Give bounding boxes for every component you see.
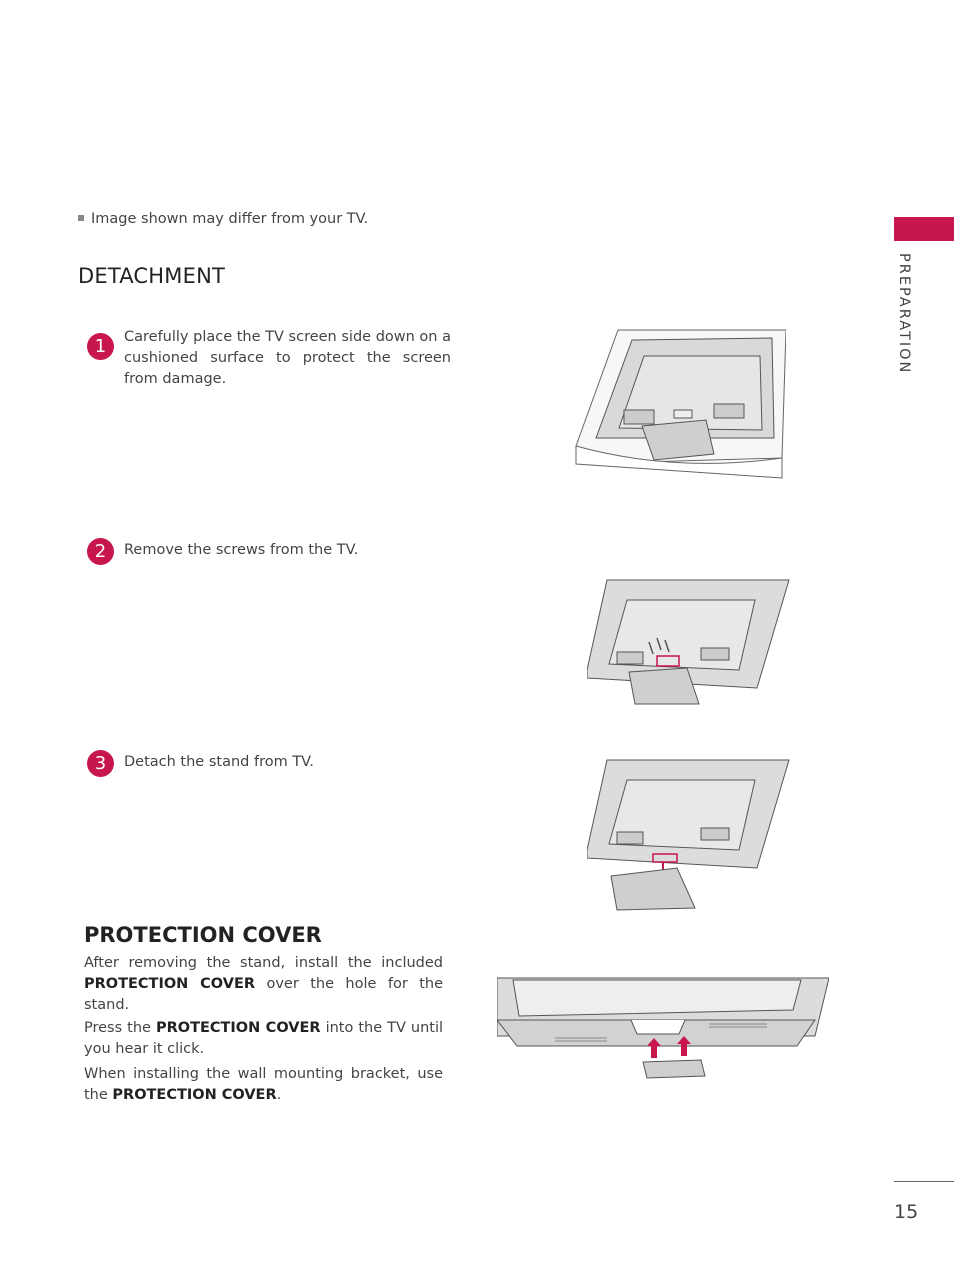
remove-screws-illustration <box>587 578 791 706</box>
section-tab-label: PREPARATION <box>896 253 912 375</box>
page-number-rule <box>894 1181 954 1182</box>
step-1-text: Carefully place the TV screen side down on a cushioned surface to protect the screen from damage. <box>124 329 451 387</box>
step-2-text: Remove the screws from the TV. <box>124 542 359 558</box>
note-text: Image shown may differ from your TV. <box>91 211 369 227</box>
detach-stand-illustration <box>587 758 791 912</box>
protection-cover-paragraph-2: Press the PROTECTION COVER into the TV until you hear it click. <box>84 1020 443 1057</box>
protection-cover-illustration <box>497 976 829 1080</box>
protection-cover-heading: PROTECTION COVER <box>84 923 322 947</box>
step-1-badge: 1 <box>87 333 114 360</box>
tv-on-cushion-illustration <box>574 328 786 482</box>
step-3-badge: 3 <box>87 750 114 777</box>
step-3-text: Detach the stand from TV. <box>124 754 314 770</box>
protection-cover-paragraph-1: After removing the stand, install the included PROTECTION COVER over the hole for the stand. <box>84 955 443 1013</box>
step-2-badge: 2 <box>87 538 114 565</box>
section-tab-bar <box>894 217 954 241</box>
protection-cover-paragraph-3: When installing the wall mounting bracket, use the PROTECTION COVER. <box>84 1066 443 1103</box>
bullet-square-icon <box>78 215 84 221</box>
image-disclaimer-note <box>78 211 368 227</box>
page-number: 15 <box>894 1201 919 1223</box>
detachment-heading: DETACHMENT <box>78 264 226 288</box>
